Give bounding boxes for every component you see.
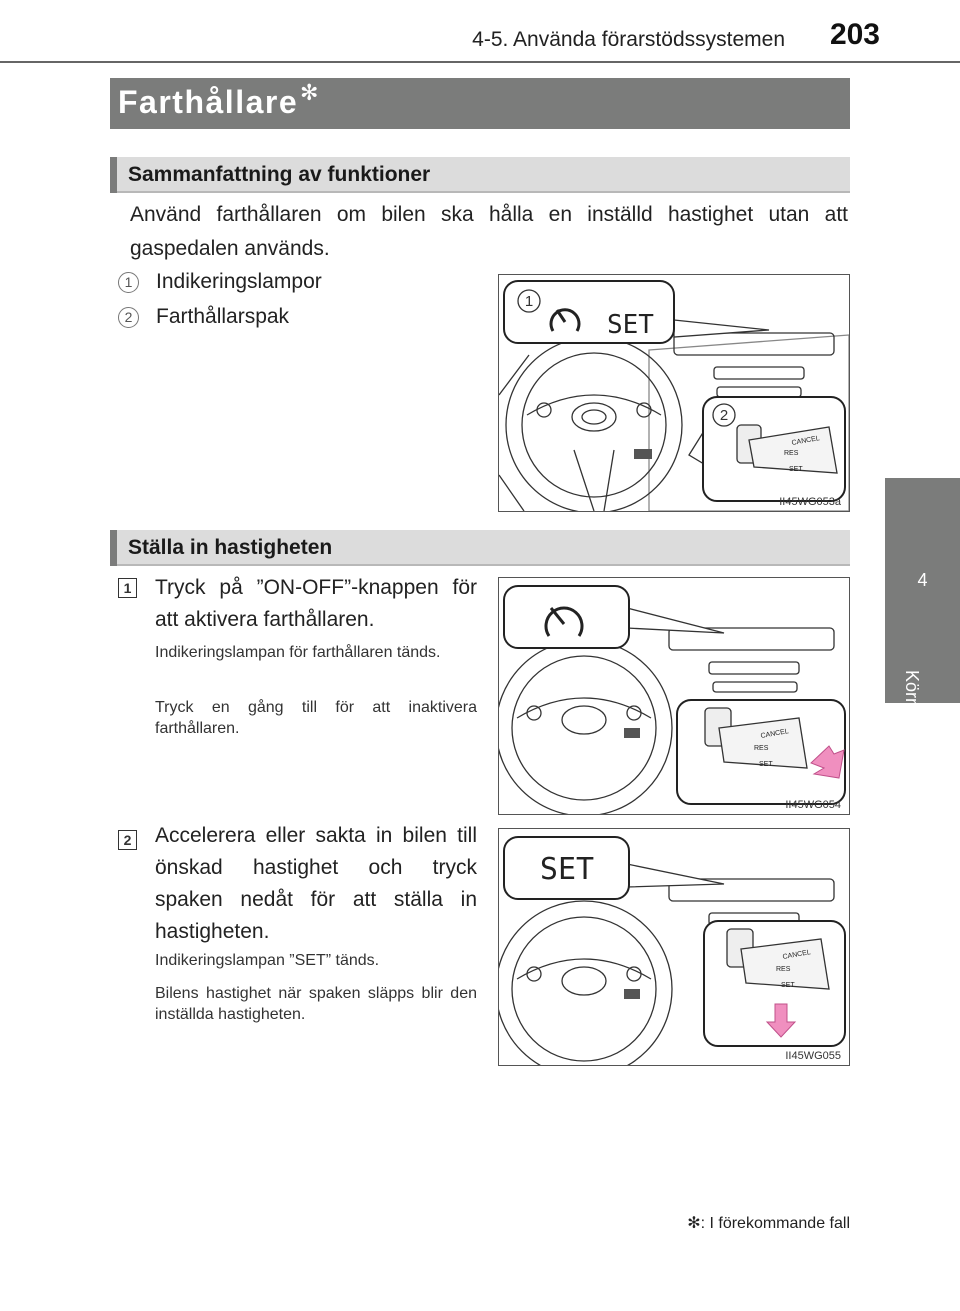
section-tick — [110, 157, 117, 193]
figure-dashboard-overview — [498, 274, 850, 512]
section-heading-setting: Ställa in hastigheten — [128, 536, 333, 559]
section-heading-summary: Sammanfattning av funktioner — [128, 163, 431, 186]
svg-text:RES: RES — [784, 450, 799, 457]
step-2-text: Accelerera eller sakta in bilen till önskad hastighet och tryck spaken nedåt för att ställa in hastigheten. — [155, 824, 477, 943]
set-indicator-text: SET — [607, 310, 654, 340]
on-off-illustration — [499, 578, 849, 814]
svg-text:SET: SET — [781, 982, 795, 989]
set-speed-illustration — [499, 829, 849, 1065]
summary-paragraph: Använd farthållaren om bilen ska hålla en inställd hastighet utan att gaspedalen används. — [130, 203, 848, 260]
item-label-lever: Farthållarspak — [156, 305, 290, 328]
step-2-note-2: Bilens hastighet när spaken släpps blir den inställda hastigheten. — [155, 985, 477, 1023]
chapter-label: Körning — [902, 670, 922, 733]
svg-text:RES: RES — [754, 745, 769, 752]
figure-code: II45WG053a — [779, 496, 841, 508]
footnote-asterisk-icon: ✻ — [687, 1215, 701, 1232]
svg-text:SET: SET — [759, 761, 773, 768]
step-1-text: Tryck på ”ON-OFF”-knappen för att aktivera farthållaren. — [155, 576, 477, 631]
callout-number-2: 2 — [719, 407, 729, 424]
figure-on-off — [498, 577, 850, 815]
item-number-2: 2 — [118, 307, 139, 328]
callout-number-1: 1 — [524, 293, 534, 310]
figure-set-speed — [498, 828, 850, 1066]
chapter-number: 4 — [917, 570, 928, 590]
svg-text:CANCEL: CANCEL — [760, 728, 790, 740]
svg-text:CANCEL: CANCEL — [791, 435, 821, 447]
step-1-note-1: Indikeringslampan för farthållaren tänds. — [155, 644, 441, 661]
figure-code: II45WG055 — [785, 1050, 841, 1062]
set-indicator-text: SET — [539, 852, 595, 887]
svg-text:RES: RES — [776, 966, 791, 973]
section-tick — [110, 530, 117, 566]
footnote — [650, 1213, 850, 1233]
step-1-note-2: Tryck en gång till för att inaktivera farthållaren. — [155, 699, 477, 737]
svg-text:CANCEL: CANCEL — [782, 949, 812, 961]
figure-code: II45WG054 — [785, 799, 841, 811]
item-number-1: 1 — [118, 272, 139, 293]
item-label-indicator-lamps: Indikeringslampor — [156, 270, 322, 293]
step-2-note-1: Indikeringslampan ”SET” tänds. — [155, 952, 380, 969]
header-section-title: 4-5. Använda förarstödssystemen — [472, 28, 785, 51]
page-title: Farthållare — [118, 84, 299, 120]
svg-text:SET: SET — [789, 466, 803, 473]
title-asterisk-icon: ✻ — [300, 80, 319, 105]
step-number-2: 2 — [118, 830, 137, 850]
footnote-text: : I förekommande fall — [700, 1215, 850, 1232]
dashboard-illustration — [499, 275, 849, 511]
step-number-1: 1 — [118, 578, 137, 598]
page-number: 203 — [829, 18, 880, 51]
header-rule — [0, 61, 960, 63]
